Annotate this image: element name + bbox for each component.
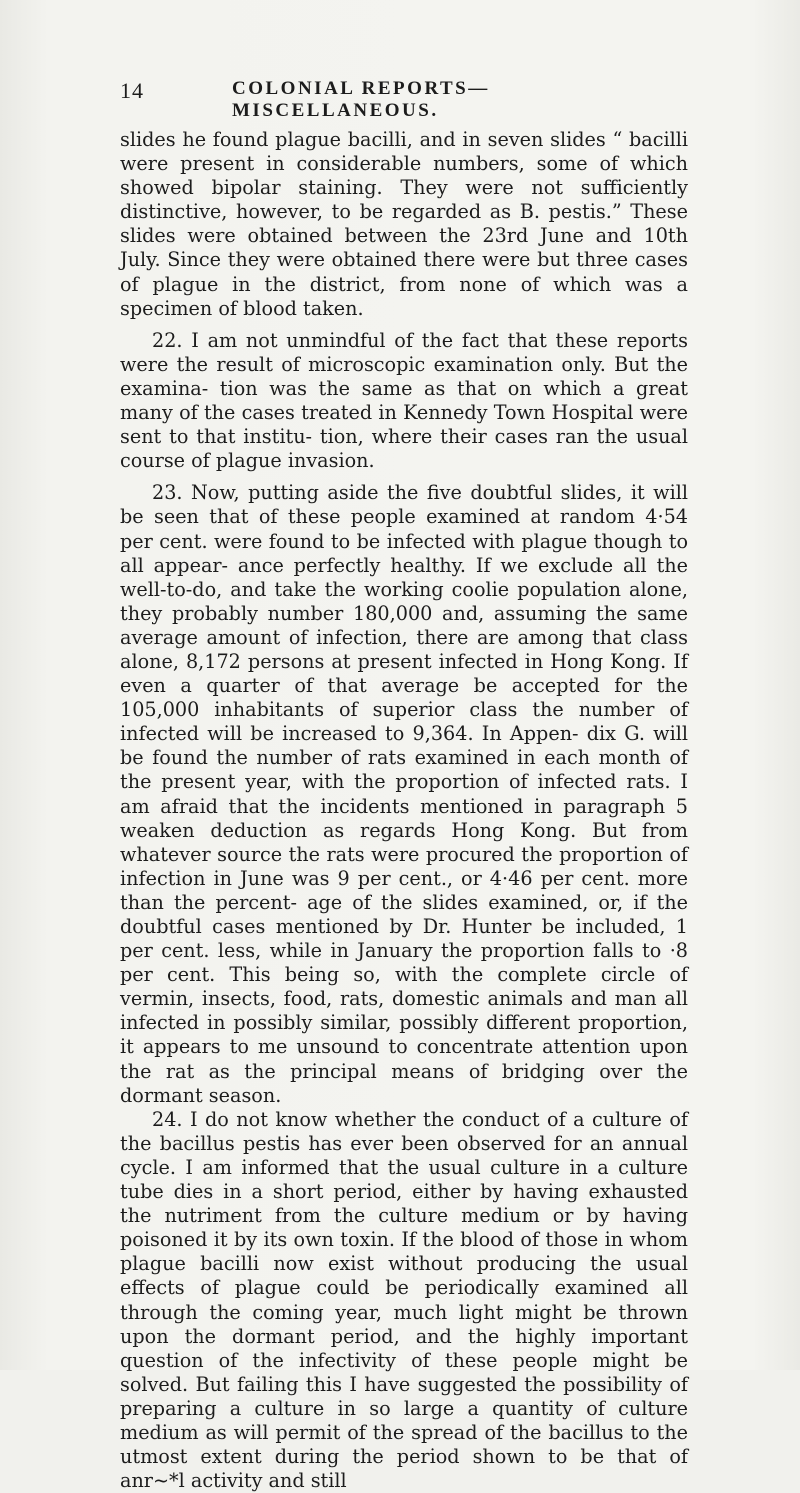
running-head: COLONIAL REPORTS—MISCELLANEOUS. xyxy=(232,78,490,121)
page-number: 14 xyxy=(120,78,144,103)
page-header xyxy=(120,78,680,121)
paragraph-22: 22. I am not unmindful of the fact that these reports were the result of microscopic examination only. But the examina- tion was the same as that on which a great many of the cases treated in Kennedy Town Hospital were sent to that institu- tion, where their cases ran the usual course of plague invasion. xyxy=(120,328,688,473)
body-text xyxy=(120,128,688,1493)
paragraph-23: 23. Now, putting aside the five doubtful slides, it will be seen that of these people examined at random 4·54 per cent. were found to be infected with plague though to all appear- ance perfectly healthy. If we exclude all the well-to-do, and take the working coolie population alone, they probably number 180,000 and, assuming the same average amount of infection, there are among that class alone, 8,172 persons at present infected in Hong Kong. If even a quarter of that average be accepted for the 105,000 inhabitants of superior class the number of infected will be increased to 9,364. In Appen- dix G. will be found the number of rats examined in each month of the present year, with the proportion of infected rats. I am afraid that the incidents mentioned in paragraph 5 weaken deduction as regards Hong Kong. But from whatever source the rats were procured the proportion of infection in June was 9 per cent., or 4·46 per cent. more than the percent- age of the slides examined, or, if the doubtful cases mentioned by Dr. Hunter be included, 1 per cent. less, while in January the proportion falls to ·8 per cent. This being so, with the complete circle of vermin, insects, food, rats, domestic animals and man all infected in possibly similar, possibly different proportion, it appears to me unsound to concentrate attention upon the rat as the principal means of bridging over the dormant season. xyxy=(120,481,688,1107)
paragraph-continuation: slides he found plague bacilli, and in seven slides “ bacilli were present in considerable numbers, some of which showed bipolar staining. They were not sufficiently distinctive, however, to be regarded as B. pestis.” These slides were obtained between the 23rd June and 10th July. Since they were obtained there were but three cases of plague in the district, from none of which was a specimen of blood taken. xyxy=(120,128,688,320)
paragraph-24: 24. I do not know whether the conduct of a culture of the bacillus pestis has ever been observed for an annual cycle. I am informed that the usual culture in a culture tube dies in a short period, either by having exhausted the nutriment from the culture medium or by having poisoned it by its own toxin. If the blood of those in whom plague bacilli now exist without producing the usual effects of plague could be periodically examined all through the coming year, much light might be thrown upon the dormant period, and the highly important question of the infectivity of these people might be solved. But failing this I have suggested the possibility of preparing a culture in so large a quantity of culture medium as will permit of the spread of the bacillus to the utmost extent during the period shown to be that of anr~*l activity and still xyxy=(120,1107,688,1493)
